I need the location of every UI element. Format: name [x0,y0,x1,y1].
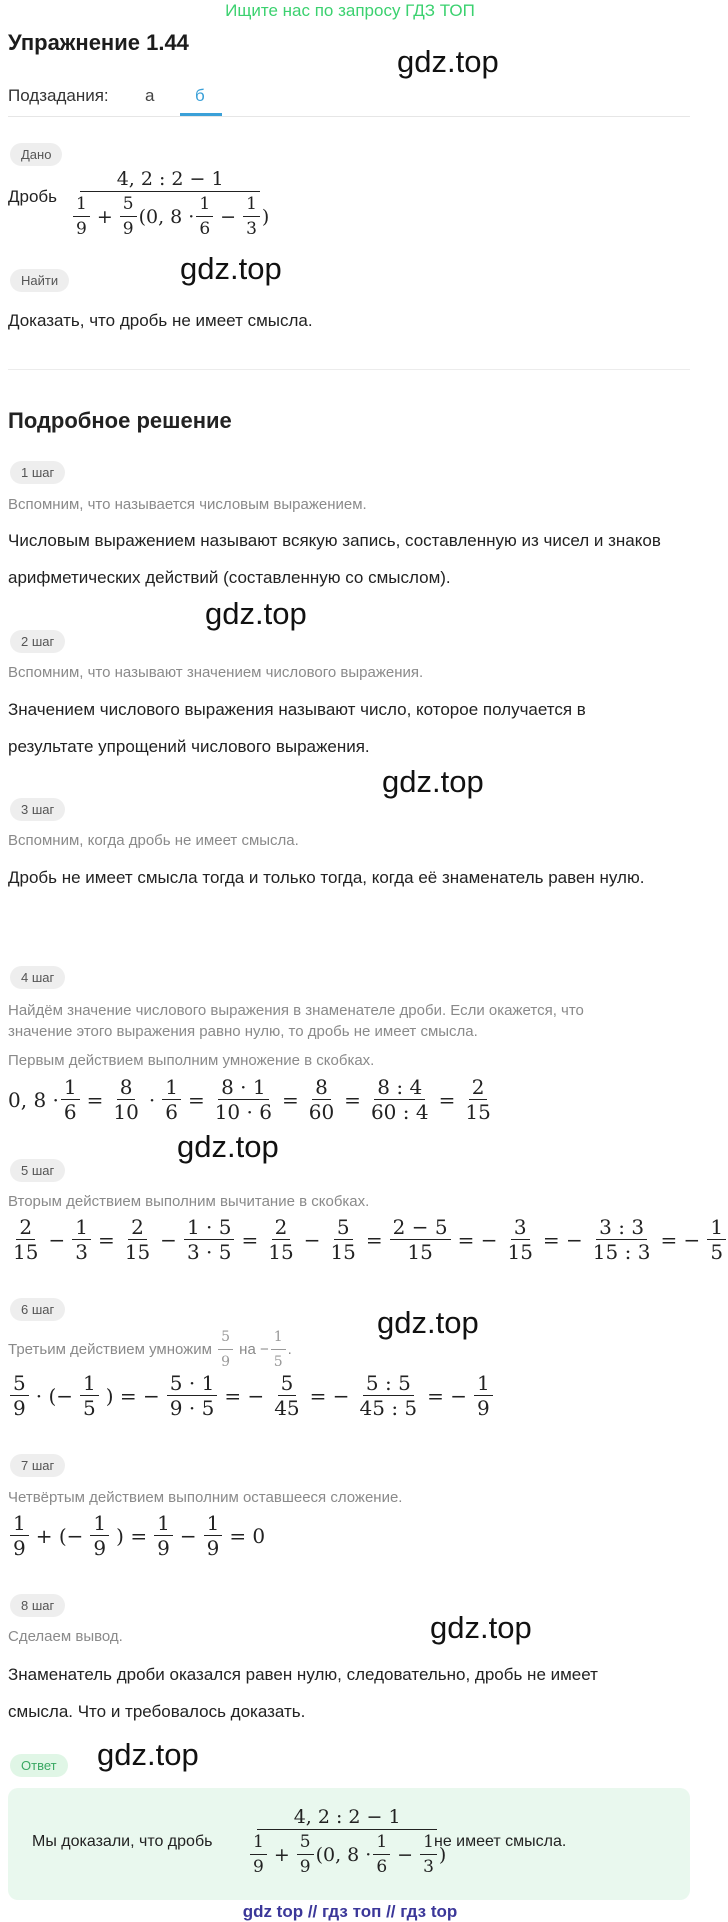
given-lead: Дробь [8,187,58,206]
step-5-chip: 5 шаг [10,1159,65,1182]
subtask-tab-b[interactable]: б [195,86,205,105]
step-7-chip: 7 шаг [10,1454,65,1477]
step-2-chip: 2 шаг [10,630,65,653]
step-5-math: $\frac{2}{15}$ − $\frac{1}{3}$ = $\frac{2}{15}$ − $\frac{1 \cdot 5}{3 \cdot 5}$ = $\frac{2}{15}$ − $\frac{5}{15}$ = $\frac{2 - 5}{15}$ = − $\frac{3}{15}$ = − $\frac{3 : 3}{15 : 3}$ = − $\frac{1}{5}$ [8,1216,728,1263]
watermark: gdz.top [180,251,282,286]
step-2-hint: Вспомним, что называют значением числового выражения. [8,664,424,681]
subtasks-label: Подзадания: [8,86,109,105]
step-8-chip: 8 шаг [10,1594,65,1617]
given-frac-1-3: $\frac{1}{3}$ [241,193,262,240]
watermark: gdz.top [377,1305,479,1340]
step-6-math: $\frac{5}{9}$ · (− $\frac{1}{5}$ ) = − $\frac{5 \cdot 1}{9 \cdot 5}$ = − $\frac{5}{45}$ = − $\frac{5 : 5}{45 : 5}$ = − $\frac{1}{9}$ [8,1372,495,1419]
find-text: Доказать, что дробь не имеет смысла. [8,311,313,330]
step-7-hint: Четвёртым действием выполним оставшееся сложение. [8,1489,403,1506]
page-title: Упражнение 1.44 [8,30,189,55]
step-4-chip: 4 шаг [10,966,65,989]
step-8-hint: Сделаем вывод. [8,1628,123,1645]
step-1-text: Числовым выражением называют всякую запись, составленную из чисел и знаков арифметических действий (составленную со смыслом). [8,531,661,587]
watermark: gdz.top [397,44,499,79]
step-1-chip: 1 шаг [10,461,65,484]
answer-lead: Мы доказали, что дробь [32,1833,213,1850]
step-8-text: Знаменатель дроби оказался равен нулю, следовательно, дробь не имеет смысла. Что и требовалось доказать. [8,1665,598,1721]
answer-tail: не имеет смысла. [434,1833,567,1850]
given-frac-5-9: $\frac{5}{9}$ [118,193,139,240]
given-chip: Дано [10,143,62,166]
step-4-hint2: Первым действием выполним умножение в скобках. [8,1052,375,1069]
watermark: gdz.top [97,1737,199,1772]
step-6-chip: 6 шаг [10,1298,65,1321]
section-divider [8,369,690,370]
step-1-hint: Вспомним, что называется числовым выражением. [8,496,367,513]
step-2-text: Значением числового выражения называют число, которое получается в результате упрощений числового выражения. [8,700,586,756]
step-4-math: 0, 8 · $\frac{1}{6}$ = $\frac{8}{10}$ · $\frac{1}{6}$ = $\frac{8 \cdot 1}{10 \cdot 6}$ = $\frac{8}{60}$ = $\frac{8 : 4}{60 : 4}$ = $\frac{2}{15}$ [8,1075,491,1124]
step-7-math: $\frac{1}{9}$ + (− $\frac{1}{9}$ ) = $\frac{1}{9}$ − $\frac{1}{9}$ = 0 [8,1512,270,1559]
given-fraction: 4, 2 : 2 − 1 $\frac{1}{9}$ + $\frac{5}{9}$ (0, 8 · $\frac{1}{6}$ − $\frac{1}{3}$ ) [66,168,274,240]
given-frac-1-6: $\frac{1}{6}$ [194,193,215,240]
watermark: gdz.top [430,1610,532,1645]
footer-links[interactable]: gdz top // гдз топ // гдз top [242,1902,458,1921]
solution-title: Подробное решение [8,408,232,433]
answer-fraction: 4, 2 : 2 − 1 $\frac{1}{9}$ + $\frac{5}{9}$ (0, 8 · $\frac{1}{6}$ − $\frac{1}{3}$ ) [243,1806,451,1878]
answer-chip: Ответ [10,1754,68,1777]
step-5-hint: Вторым действием выполним вычитание в скобках. [8,1193,370,1210]
watermark: gdz.top [382,764,484,799]
promo-banner[interactable]: Ищите нас по запросу ГДЗ ТОП [225,1,475,20]
step-6-hint: Третьим действием умножим $\frac{5}{9}$ на − $\frac{1}{5}$ . [8,1326,292,1373]
find-chip: Найти [10,269,69,292]
step-4-hint: Найдём значение числового выражения в знаменателе дроби. Если окажется, что значение этого выражения равно нулю, то дробь не имеет смысла. [8,1002,584,1040]
subtasks-divider [8,116,690,117]
given-numerator: 4, 2 : 2 − 1 [80,168,260,192]
watermark: gdz.top [177,1129,279,1164]
step-3-text: Дробь не имеет смысла тогда и только тогда, когда её знаменатель равен нулю. [8,868,645,887]
step-3-hint: Вспомним, когда дробь не имеет смысла. [8,832,299,849]
watermark: gdz.top [205,596,307,631]
given-frac-1-9: $\frac{1}{9}$ [71,193,92,240]
step-3-chip: 3 шаг [10,798,65,821]
subtask-tab-a[interactable]: а [145,86,155,105]
